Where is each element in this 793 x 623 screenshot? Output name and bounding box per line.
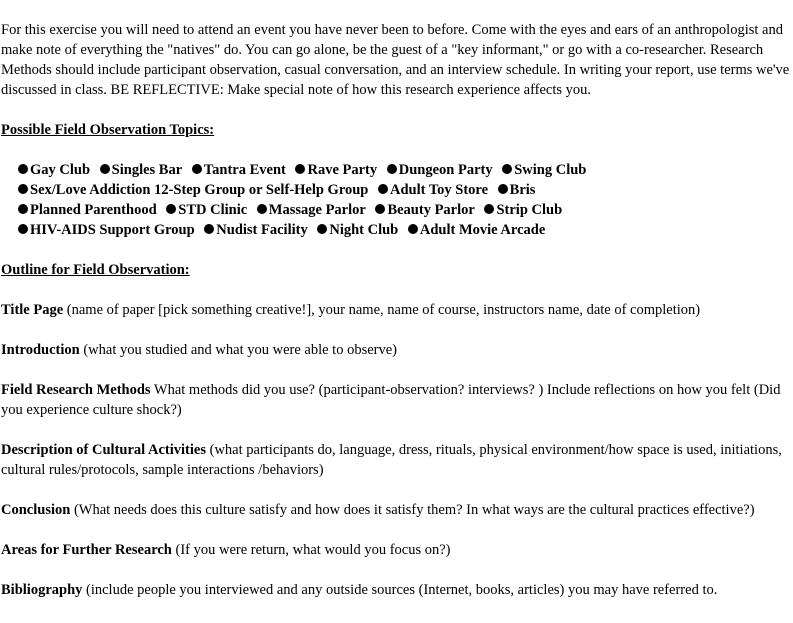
bullet-icon <box>387 164 397 174</box>
list-item: Adult Toy Store <box>376 182 492 198</box>
bullet-icon <box>204 224 214 234</box>
outline-description: (what you studied and what you were able to observe) <box>79 342 397 358</box>
outline-item-bibliography <box>1 580 792 600</box>
bullet-icon <box>192 164 202 174</box>
topics-list <box>1 160 792 240</box>
bullet-icon <box>18 164 28 174</box>
outline-description: (name of paper [pick something creative!], your name, name of course, instructors name, date of completion) <box>63 302 701 318</box>
outline-term: Title Page <box>1 302 64 318</box>
bullet-icon <box>375 204 385 214</box>
bullet-icon <box>257 204 267 214</box>
outline-item-conclusion <box>1 500 792 520</box>
list-item: Swing Club <box>500 162 590 178</box>
outline-heading: Outline for Field Observation: <box>1 262 190 278</box>
list-item: Gay Club <box>16 162 94 178</box>
list-item: HIV-AIDS Support Group <box>16 222 199 238</box>
outline-term: Bibliography <box>1 582 83 598</box>
outline-description: What methods did you use? (participant-observation? interviews? ) Include reflections on how you felt (Did you experience culture shock?) <box>1 382 781 418</box>
bullet-icon <box>295 164 305 174</box>
list-item: Night Club <box>315 222 402 238</box>
list-item: Rave Party <box>293 162 381 178</box>
intro-paragraph: For this exercise you will need to attend an event you have never been to before. Come with the eyes and ears of an anthropologist and make note of everything the "natives" do. You can go alone, be the guest of a "key informant," or go with a co-researcher. Research Methods should include participant observation, casual conversation, and an interview schedule. In writing your report, use terms we've discussed in class. BE REFLECTIVE: Make special note of how this research experience affects you. <box>1 22 790 98</box>
topic-row <box>16 200 792 220</box>
list-item: Beauty Parlor <box>373 202 478 218</box>
outline-description: (what participants do, language, dress, rituals, physical environment/how space is used, initiations, cultural rules/protocols, sample interactions /behaviors) <box>1 442 782 478</box>
topic-row <box>16 220 792 240</box>
list-item: STD Clinic <box>164 202 251 218</box>
bullet-icon <box>498 184 508 194</box>
list-item: Dungeon Party <box>385 162 497 178</box>
bullet-icon <box>100 164 110 174</box>
list-item: Tantra Event <box>190 162 290 178</box>
list-item: Adult Movie Arcade <box>406 222 549 238</box>
outline-description: (If you were return, what would you focus on?) <box>171 542 451 558</box>
topics-heading: Possible Field Observation Topics: <box>1 122 215 138</box>
outline-term: Field Research Methods <box>1 382 151 398</box>
outline-term: Conclusion <box>1 502 71 518</box>
outline-item-title-page <box>1 300 792 320</box>
outline-term: Areas for Further Research <box>1 542 172 558</box>
outline-description: (include people you interviewed and any outside sources (Internet, books, articles) you may have referred to. <box>82 582 718 598</box>
outline-item-introduction <box>1 340 792 360</box>
bullet-icon <box>166 204 176 214</box>
outline-item-cultural-activities <box>1 440 792 480</box>
topic-row <box>16 180 792 200</box>
list-item: Sex/Love Addiction 12-Step Group or Self-Help Group <box>16 182 372 198</box>
topic-row <box>16 160 792 180</box>
bullet-icon <box>502 164 512 174</box>
list-item: Singles Bar <box>98 162 187 178</box>
outline-item-field-research-methods <box>1 380 792 420</box>
outline-item-further-research <box>1 540 792 560</box>
bullet-icon <box>317 224 327 234</box>
list-item: Bris <box>496 182 540 198</box>
outline-description: (What needs does this culture satisfy and how does it satisfy them? In what ways are the cultural practices effective?) <box>70 502 755 518</box>
outline-term: Introduction <box>1 342 80 358</box>
outline-term: Description of Cultural Activities <box>1 442 206 458</box>
bullet-icon <box>18 224 28 234</box>
list-item: Nudist Facility <box>202 222 311 238</box>
bullet-icon <box>18 204 28 214</box>
list-item: Strip Club <box>482 202 566 218</box>
list-item: Planned Parenthood <box>16 202 161 218</box>
bullet-icon <box>408 224 418 234</box>
bullet-icon <box>378 184 388 194</box>
bullet-icon <box>18 184 28 194</box>
list-item: Massage Parlor <box>255 202 370 218</box>
bullet-icon <box>484 204 494 214</box>
